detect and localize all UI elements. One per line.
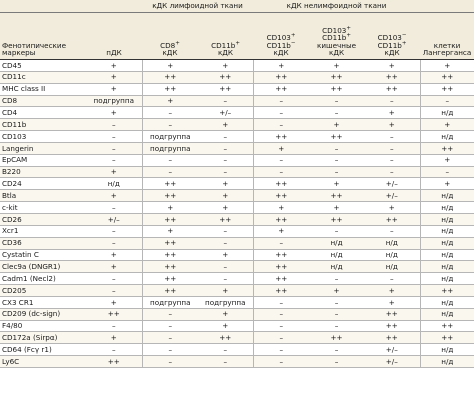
- value-cell: +: [253, 142, 309, 154]
- value-cell: –: [142, 344, 198, 356]
- value-cell: –: [253, 237, 309, 249]
- value-cell: ++: [309, 213, 364, 225]
- value-cell: ++: [253, 178, 309, 190]
- value-cell: +: [420, 178, 474, 190]
- header-col-sup2: +: [346, 32, 351, 39]
- value-cell: н/д: [420, 107, 474, 119]
- value-cell: н/д: [420, 213, 474, 225]
- value-cell: +: [253, 202, 309, 214]
- header-col-pdc: [86, 13, 142, 60]
- value-cell: ++: [420, 332, 474, 344]
- table-row: [0, 273, 474, 285]
- marker-name-cell: CD64 (Fcγ r1): [0, 344, 86, 356]
- value-cell: +: [142, 225, 198, 237]
- marker-name-cell: CD172a (Sirpα): [0, 332, 86, 344]
- value-cell: +: [86, 190, 142, 202]
- value-cell: –: [309, 296, 364, 308]
- value-cell: н/д: [309, 237, 364, 249]
- table-row: [0, 320, 474, 332]
- value-cell: ++: [142, 71, 198, 83]
- marker-name-cell: CD24: [0, 178, 86, 190]
- value-cell: –: [364, 225, 420, 237]
- value-cell: ++: [309, 190, 364, 202]
- value-cell: –: [309, 344, 364, 356]
- value-cell: –: [198, 95, 253, 107]
- value-cell: ++: [253, 273, 309, 285]
- value-cell: –: [253, 296, 309, 308]
- value-cell: ++: [253, 285, 309, 297]
- value-cell: +: [309, 178, 364, 190]
- table-row: [0, 249, 474, 261]
- value-cell: –: [198, 142, 253, 154]
- header-empty-cell: [0, 0, 86, 13]
- header-col-sup: +: [346, 25, 351, 32]
- table-row: [0, 83, 474, 95]
- value-cell: +: [198, 178, 253, 190]
- value-cell: +: [86, 261, 142, 273]
- header-col-cd103-cd11b-neg: [253, 13, 309, 60]
- marker-name-cell: CD11c: [0, 71, 86, 83]
- value-cell: ++: [198, 213, 253, 225]
- table-row: [0, 344, 474, 356]
- value-cell: н/д: [364, 261, 420, 273]
- header-col-cd8: [142, 13, 198, 60]
- value-cell: –: [86, 131, 142, 143]
- value-cell: ++: [364, 332, 420, 344]
- value-cell: н/д: [420, 190, 474, 202]
- value-cell: ++: [364, 308, 420, 320]
- header-col-cd103-gut: [309, 13, 364, 60]
- value-cell: ++: [142, 285, 198, 297]
- value-cell: –: [309, 107, 364, 119]
- value-cell: –: [364, 95, 420, 107]
- table-row: [0, 237, 474, 249]
- table-header: [0, 0, 474, 60]
- value-cell: –: [420, 166, 474, 178]
- value-cell: +/–: [364, 344, 420, 356]
- value-cell: ++: [420, 71, 474, 83]
- header-col-line: кДК: [384, 48, 400, 58]
- value-cell: ++: [253, 213, 309, 225]
- header-col-main: CD8: [160, 40, 176, 50]
- value-cell: +: [198, 308, 253, 320]
- header-col-line: CD11b: [322, 33, 347, 43]
- value-cell: подгруппа: [86, 95, 142, 107]
- table-row: [0, 261, 474, 273]
- header-col-cd103-neg: [364, 13, 420, 60]
- value-cell: +: [253, 60, 309, 72]
- table-row: [0, 95, 474, 107]
- header-col-main: CD103: [377, 33, 402, 43]
- value-cell: +: [86, 71, 142, 83]
- value-cell: ++: [253, 131, 309, 143]
- marker-name-cell: CD11b: [0, 119, 86, 131]
- table-row: [0, 178, 474, 190]
- marker-name-cell: CX3 CR1: [0, 296, 86, 308]
- marker-name-cell: CD4: [0, 107, 86, 119]
- value-cell: –: [253, 344, 309, 356]
- value-cell: ++: [142, 261, 198, 273]
- value-cell: –: [198, 261, 253, 273]
- value-cell: н/д: [420, 249, 474, 261]
- value-cell: ++: [364, 83, 420, 95]
- value-cell: –: [253, 332, 309, 344]
- value-cell: –: [364, 131, 420, 143]
- value-cell: –: [420, 95, 474, 107]
- header-col-sup: −: [401, 32, 407, 39]
- marker-name-cell: EpCAM: [0, 154, 86, 166]
- value-cell: н/д: [420, 356, 474, 368]
- header-col-main: CD103: [266, 33, 291, 43]
- value-cell: +: [86, 332, 142, 344]
- marker-name-cell: c-kit: [0, 202, 86, 214]
- value-cell: –: [198, 273, 253, 285]
- value-cell: –: [198, 166, 253, 178]
- value-cell: –: [309, 154, 364, 166]
- value-cell: +: [309, 60, 364, 72]
- value-cell: н/д: [420, 261, 474, 273]
- value-cell: +/–: [86, 213, 142, 225]
- table-row: [0, 356, 474, 368]
- marker-name-cell: Cadm1 (Necl2): [0, 273, 86, 285]
- value-cell: ++: [420, 142, 474, 154]
- table-row: [0, 285, 474, 297]
- value-cell: ++: [253, 249, 309, 261]
- value-cell: ++: [253, 190, 309, 202]
- value-cell: –: [142, 332, 198, 344]
- value-cell: н/д: [420, 237, 474, 249]
- value-cell: –: [253, 308, 309, 320]
- table-row: [0, 142, 474, 154]
- value-cell: –: [142, 154, 198, 166]
- value-cell: +: [364, 202, 420, 214]
- value-cell: +: [309, 119, 364, 131]
- value-cell: ++: [253, 71, 309, 83]
- header-col-main: CD11b: [211, 40, 236, 50]
- value-cell: ++: [142, 190, 198, 202]
- value-cell: +: [198, 119, 253, 131]
- value-cell: –: [309, 308, 364, 320]
- value-cell: ++: [142, 237, 198, 249]
- table-row: [0, 119, 474, 131]
- value-cell: –: [198, 131, 253, 143]
- value-cell: +: [364, 107, 420, 119]
- marker-name-cell: Xcr1: [0, 225, 86, 237]
- value-cell: –: [142, 166, 198, 178]
- value-cell: +: [253, 225, 309, 237]
- value-cell: +: [420, 154, 474, 166]
- marker-name-cell: CD209 (dc-sign): [0, 308, 86, 320]
- value-cell: –: [86, 225, 142, 237]
- value-cell: н/д: [420, 344, 474, 356]
- value-cell: +: [86, 166, 142, 178]
- value-cell: +: [309, 285, 364, 297]
- value-cell: +: [142, 60, 198, 72]
- table-row: [0, 332, 474, 344]
- value-cell: –: [142, 356, 198, 368]
- value-cell: ++: [253, 261, 309, 273]
- value-cell: –: [142, 308, 198, 320]
- value-cell: н/д: [420, 273, 474, 285]
- value-cell: подгруппа: [142, 131, 198, 143]
- marker-name-cell: CD36: [0, 237, 86, 249]
- header-col-line: кДК: [273, 48, 289, 58]
- value-cell: +: [309, 202, 364, 214]
- value-cell: н/д: [420, 308, 474, 320]
- value-cell: –: [142, 119, 198, 131]
- value-cell: +: [86, 107, 142, 119]
- table-row: [0, 213, 474, 225]
- value-cell: ++: [364, 320, 420, 332]
- header-col-line: CD11b: [377, 40, 402, 50]
- value-cell: +: [198, 320, 253, 332]
- header-col-line: CD11b: [266, 40, 291, 50]
- value-cell: –: [86, 285, 142, 297]
- header-col-line: кДК: [328, 48, 345, 58]
- value-cell: подгруппа: [142, 296, 198, 308]
- value-cell: ++: [364, 71, 420, 83]
- value-cell: н/д: [364, 249, 420, 261]
- value-cell: –: [364, 154, 420, 166]
- value-cell: +: [364, 119, 420, 131]
- header-col-line: кДК: [162, 48, 178, 58]
- value-cell: –: [253, 154, 309, 166]
- value-cell: –: [86, 273, 142, 285]
- value-cell: подгруппа: [198, 296, 253, 308]
- value-cell: –: [253, 166, 309, 178]
- value-cell: ++: [309, 332, 364, 344]
- header-col-sup: +: [175, 40, 180, 47]
- value-cell: –: [86, 237, 142, 249]
- header-group-row: [0, 0, 474, 13]
- value-cell: ++: [86, 308, 142, 320]
- value-cell: –: [364, 273, 420, 285]
- value-cell: н/д: [420, 202, 474, 214]
- header-col-line: кДК: [217, 48, 234, 58]
- table-row: [0, 154, 474, 166]
- value-cell: –: [86, 154, 142, 166]
- table-row: [0, 296, 474, 308]
- table-row: [0, 71, 474, 83]
- value-cell: –: [198, 237, 253, 249]
- value-cell: –: [142, 320, 198, 332]
- table-row: [0, 166, 474, 178]
- value-cell: +: [198, 190, 253, 202]
- value-cell: +: [420, 119, 474, 131]
- value-cell: –: [86, 344, 142, 356]
- table-row: [0, 308, 474, 320]
- value-cell: ++: [198, 71, 253, 83]
- marker-name-cell: F4/80: [0, 320, 86, 332]
- table-body: [0, 60, 474, 368]
- value-cell: ++: [309, 83, 364, 95]
- value-cell: ++: [142, 178, 198, 190]
- value-cell: +/–: [364, 178, 420, 190]
- table-row: [0, 107, 474, 119]
- value-cell: –: [253, 107, 309, 119]
- value-cell: +: [142, 95, 198, 107]
- value-cell: –: [142, 107, 198, 119]
- marker-name-cell: CD45: [0, 60, 86, 72]
- value-cell: –: [198, 225, 253, 237]
- value-cell: –: [86, 202, 142, 214]
- value-cell: +: [198, 60, 253, 72]
- value-cell: –: [253, 320, 309, 332]
- header-empty-cell: [420, 0, 474, 13]
- value-cell: –: [309, 142, 364, 154]
- marker-name-cell: MHC class II: [0, 83, 86, 95]
- value-cell: ++: [142, 83, 198, 95]
- marker-name-cell: Clec9a (DNGR1): [0, 261, 86, 273]
- header-col-sup2: +: [401, 40, 407, 47]
- value-cell: –: [86, 320, 142, 332]
- table-row: [0, 190, 474, 202]
- marker-name-cell: B220: [0, 166, 86, 178]
- table-row: [0, 202, 474, 214]
- value-cell: –: [309, 273, 364, 285]
- header-col-main: клетки Лангерганса: [422, 40, 472, 58]
- value-cell: н/д: [309, 249, 364, 261]
- header-column-row: [0, 13, 474, 60]
- value-cell: +/–: [364, 190, 420, 202]
- header-group-nonlymphoid: кДК нелимфоидной ткани: [253, 0, 420, 13]
- value-cell: +: [86, 296, 142, 308]
- header-col-cd11b: [198, 13, 253, 60]
- value-cell: н/д: [420, 131, 474, 143]
- value-cell: ++: [198, 83, 253, 95]
- value-cell: ++: [86, 356, 142, 368]
- value-cell: –: [86, 142, 142, 154]
- header-col-sup: +: [290, 32, 296, 39]
- header-col-sup: +: [235, 40, 240, 47]
- value-cell: –: [309, 166, 364, 178]
- value-cell: –: [198, 356, 253, 368]
- value-cell: +: [198, 249, 253, 261]
- value-cell: ++: [364, 213, 420, 225]
- value-cell: ++: [309, 131, 364, 143]
- value-cell: н/д: [364, 237, 420, 249]
- marker-name-cell: CD103: [0, 131, 86, 143]
- value-cell: ++: [420, 83, 474, 95]
- value-cell: –: [253, 95, 309, 107]
- value-cell: ++: [142, 213, 198, 225]
- value-cell: –: [198, 344, 253, 356]
- value-cell: –: [253, 119, 309, 131]
- value-cell: +: [86, 60, 142, 72]
- value-cell: +: [86, 249, 142, 261]
- header-col-line: кишечные: [316, 40, 357, 50]
- value-cell: –: [364, 142, 420, 154]
- value-cell: ++: [198, 332, 253, 344]
- table-row: [0, 225, 474, 237]
- table-row: [0, 131, 474, 143]
- value-cell: –: [309, 356, 364, 368]
- value-cell: подгруппа: [142, 142, 198, 154]
- header-empty-cell: [86, 0, 142, 13]
- value-cell: н/д: [309, 261, 364, 273]
- value-cell: +/–: [198, 107, 253, 119]
- value-cell: н/д: [86, 178, 142, 190]
- marker-name-cell: Btla: [0, 190, 86, 202]
- header-group-lymphoid: кДК лимфоидной ткани: [142, 0, 253, 13]
- header-col-sup2: −: [290, 40, 296, 47]
- table-row: [0, 60, 474, 72]
- value-cell: –: [309, 95, 364, 107]
- value-cell: ++: [420, 320, 474, 332]
- value-cell: –: [86, 119, 142, 131]
- value-cell: –: [309, 225, 364, 237]
- value-cell: н/д: [420, 296, 474, 308]
- value-cell: +: [364, 60, 420, 72]
- value-cell: –: [364, 166, 420, 178]
- value-cell: н/д: [420, 225, 474, 237]
- value-cell: +: [420, 60, 474, 72]
- value-cell: +: [364, 285, 420, 297]
- value-cell: –: [253, 356, 309, 368]
- header-markers: Фенотипические маркеры: [0, 13, 86, 60]
- marker-name-cell: CD8: [0, 95, 86, 107]
- marker-name-cell: CD205: [0, 285, 86, 297]
- value-cell: –: [309, 320, 364, 332]
- value-cell: +: [198, 285, 253, 297]
- value-cell: +/–: [364, 356, 420, 368]
- value-cell: –: [198, 154, 253, 166]
- marker-name-cell: Ly6C: [0, 356, 86, 368]
- value-cell: ++: [142, 273, 198, 285]
- header-col-main: CD103: [322, 25, 347, 35]
- value-cell: +: [86, 83, 142, 95]
- value-cell: +: [364, 296, 420, 308]
- marker-name-cell: CD26: [0, 213, 86, 225]
- value-cell: ++: [253, 83, 309, 95]
- header-col-main: пДК: [106, 48, 122, 58]
- value-cell: +: [198, 202, 253, 214]
- value-cell: ++: [142, 249, 198, 261]
- value-cell: ++: [309, 71, 364, 83]
- value-cell: +: [142, 202, 198, 214]
- marker-name-cell: Langerin: [0, 142, 86, 154]
- value-cell: ++: [420, 285, 474, 297]
- marker-name-cell: Cystatin C: [0, 249, 86, 261]
- header-col-langerhans: [420, 13, 474, 60]
